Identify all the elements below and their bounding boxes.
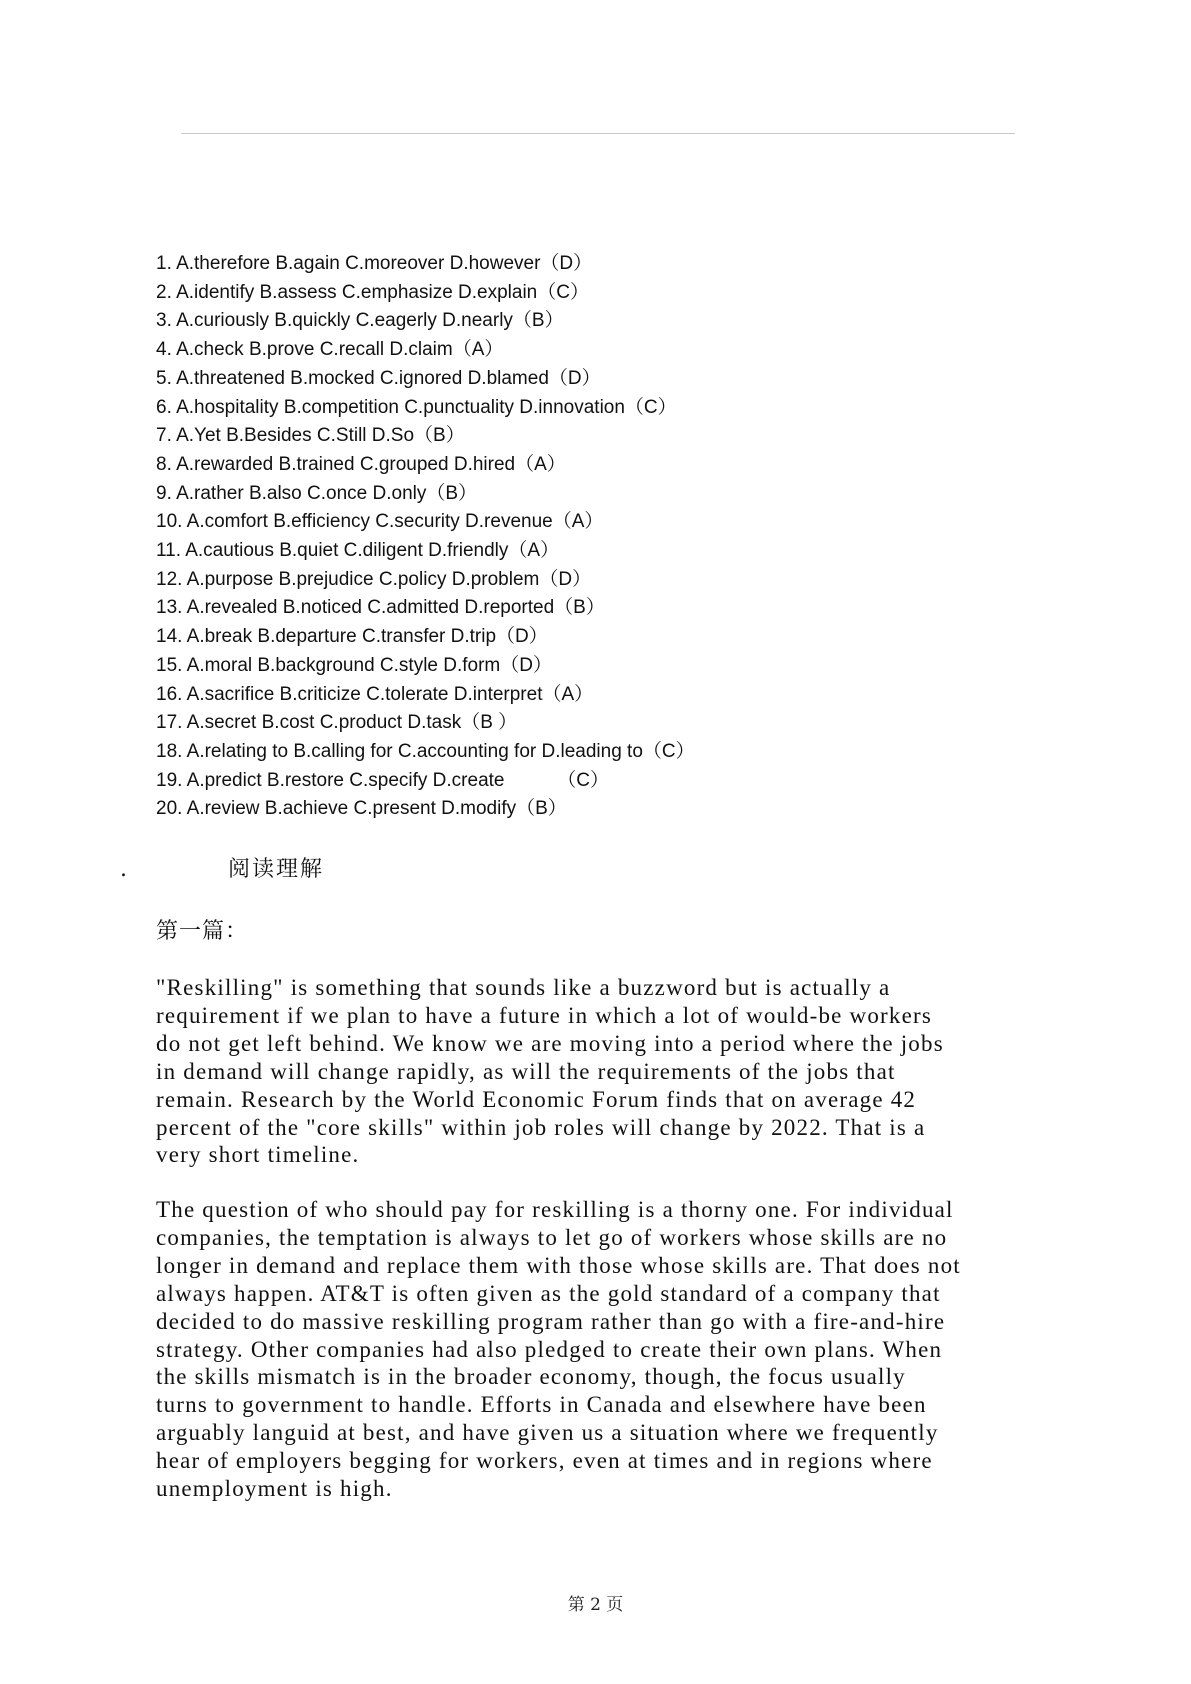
answer-item: 3. A.curiously B.quickly C.eagerly D.nearly（B）	[156, 310, 564, 332]
passage-paragraph-1	[156, 974, 1056, 1169]
paragraph-line: strategy. Other companies had also pledged to create their own plans. When	[156, 1336, 943, 1362]
paragraph-line: do not get left behind. We know we are moving into a period where the jobs	[156, 1030, 944, 1056]
paragraph-line: always happen. AT&T is often given as the gold standard of a company that	[156, 1280, 941, 1306]
answer-item: 14. A.break B.departure C.transfer D.trip（D）	[156, 626, 548, 648]
header-divider	[181, 133, 1015, 134]
paragraph-line: companies, the temptation is always to let go of workers whose skills are no	[156, 1224, 948, 1250]
paragraph-line: percent of the "core skills" within job roles will change by 2022. That is a	[156, 1114, 926, 1140]
paragraph-line: very short timeline.	[156, 1142, 360, 1168]
cloze-answer-list	[156, 250, 695, 824]
answer-item: 4. A.check B.prove C.recall D.claim（A）	[156, 339, 504, 361]
paragraph-line: the skills mismatch is in the broader economy, though, the focus usually	[156, 1364, 906, 1390]
paragraph-line: The question of who should pay for reskilling is a thorny one. For individual	[156, 1197, 954, 1222]
paragraph-line: arguably languid at best, and have given us a situation where we frequently	[156, 1420, 939, 1446]
passage-title: 第一篇：	[156, 919, 249, 944]
answer-item: 11. A.cautious B.quiet C.diligent D.friendly（A）	[156, 540, 560, 562]
page-number: 第 2 页	[567, 1595, 624, 1615]
answer-item: 5. A.threatened B.mocked C.ignored D.blamed（D）	[156, 367, 601, 389]
answer-item: 2. A.identify B.assess C.emphasize D.explain（C）	[156, 281, 589, 303]
answer-item: 17. A.secret B.cost C.product D.task（B ）	[156, 712, 518, 734]
answer-item: 15. A.moral B.background C.style D.form（D）	[156, 654, 552, 676]
section-heading	[120, 852, 324, 883]
answer-item: 9. A.rather B.also C.once D.only（B）	[156, 482, 478, 504]
answer-item: 8. A.rewarded B.trained C.grouped D.hired（A）	[156, 453, 566, 475]
paragraph-line: longer in demand and replace them with those whose skills are. That does not	[156, 1252, 961, 1278]
section-title: 阅读理解	[228, 857, 325, 882]
answer-item: 6. A.hospitality B.competition C.punctuality D.innovation（C）	[156, 396, 677, 418]
paragraph-line: in demand will change rapidly, as will the requirements of the jobs that	[156, 1058, 896, 1084]
paragraph-line: unemployment is high.	[156, 1476, 393, 1502]
paragraph-line: "Reskilling" is something that sounds like a buzzword but is actually a	[156, 975, 891, 1000]
paragraph-line: decided to do massive reskilling program rather than go with a fire-and-hire	[156, 1308, 946, 1334]
answer-item: 13. A.revealed B.noticed C.admitted D.reported（B）	[156, 597, 605, 619]
answer-item: 20. A.review B.achieve C.present D.modify（B）	[156, 798, 567, 820]
answer-item: 10. A.comfort B.efficiency C.security D.revenue（A）	[156, 511, 604, 533]
paragraph-line: requirement if we plan to have a future in which a lot of would-be workers	[156, 1002, 933, 1028]
answer-item: 12. A.purpose B.prejudice C.policy D.problem（D）	[156, 568, 592, 590]
answer-item: 19. A.predict B.restore C.specify D.create （C）	[156, 769, 609, 791]
paragraph-line: remain. Research by the World Economic Forum finds that on average 42	[156, 1086, 917, 1112]
answer-item: 7. A.Yet B.Besides C.Still D.So（B）	[156, 425, 465, 447]
answer-item: 16. A.sacrifice B.criticize C.tolerate D.interpret（A）	[156, 683, 594, 705]
answer-item: 18. A.relating to B.calling for C.accounting for D.leading to（C）	[156, 740, 695, 762]
paragraph-line: hear of employers begging for workers, even at times and in regions where	[156, 1448, 933, 1474]
passage-paragraph-2	[156, 1196, 1056, 1503]
section-marker: .	[120, 857, 129, 882]
paragraph-line: turns to government to handle. Efforts in Canada and elsewhere have been	[156, 1392, 927, 1418]
answer-item: 1. A.therefore B.again C.moreover D.however（D）	[156, 253, 593, 274]
